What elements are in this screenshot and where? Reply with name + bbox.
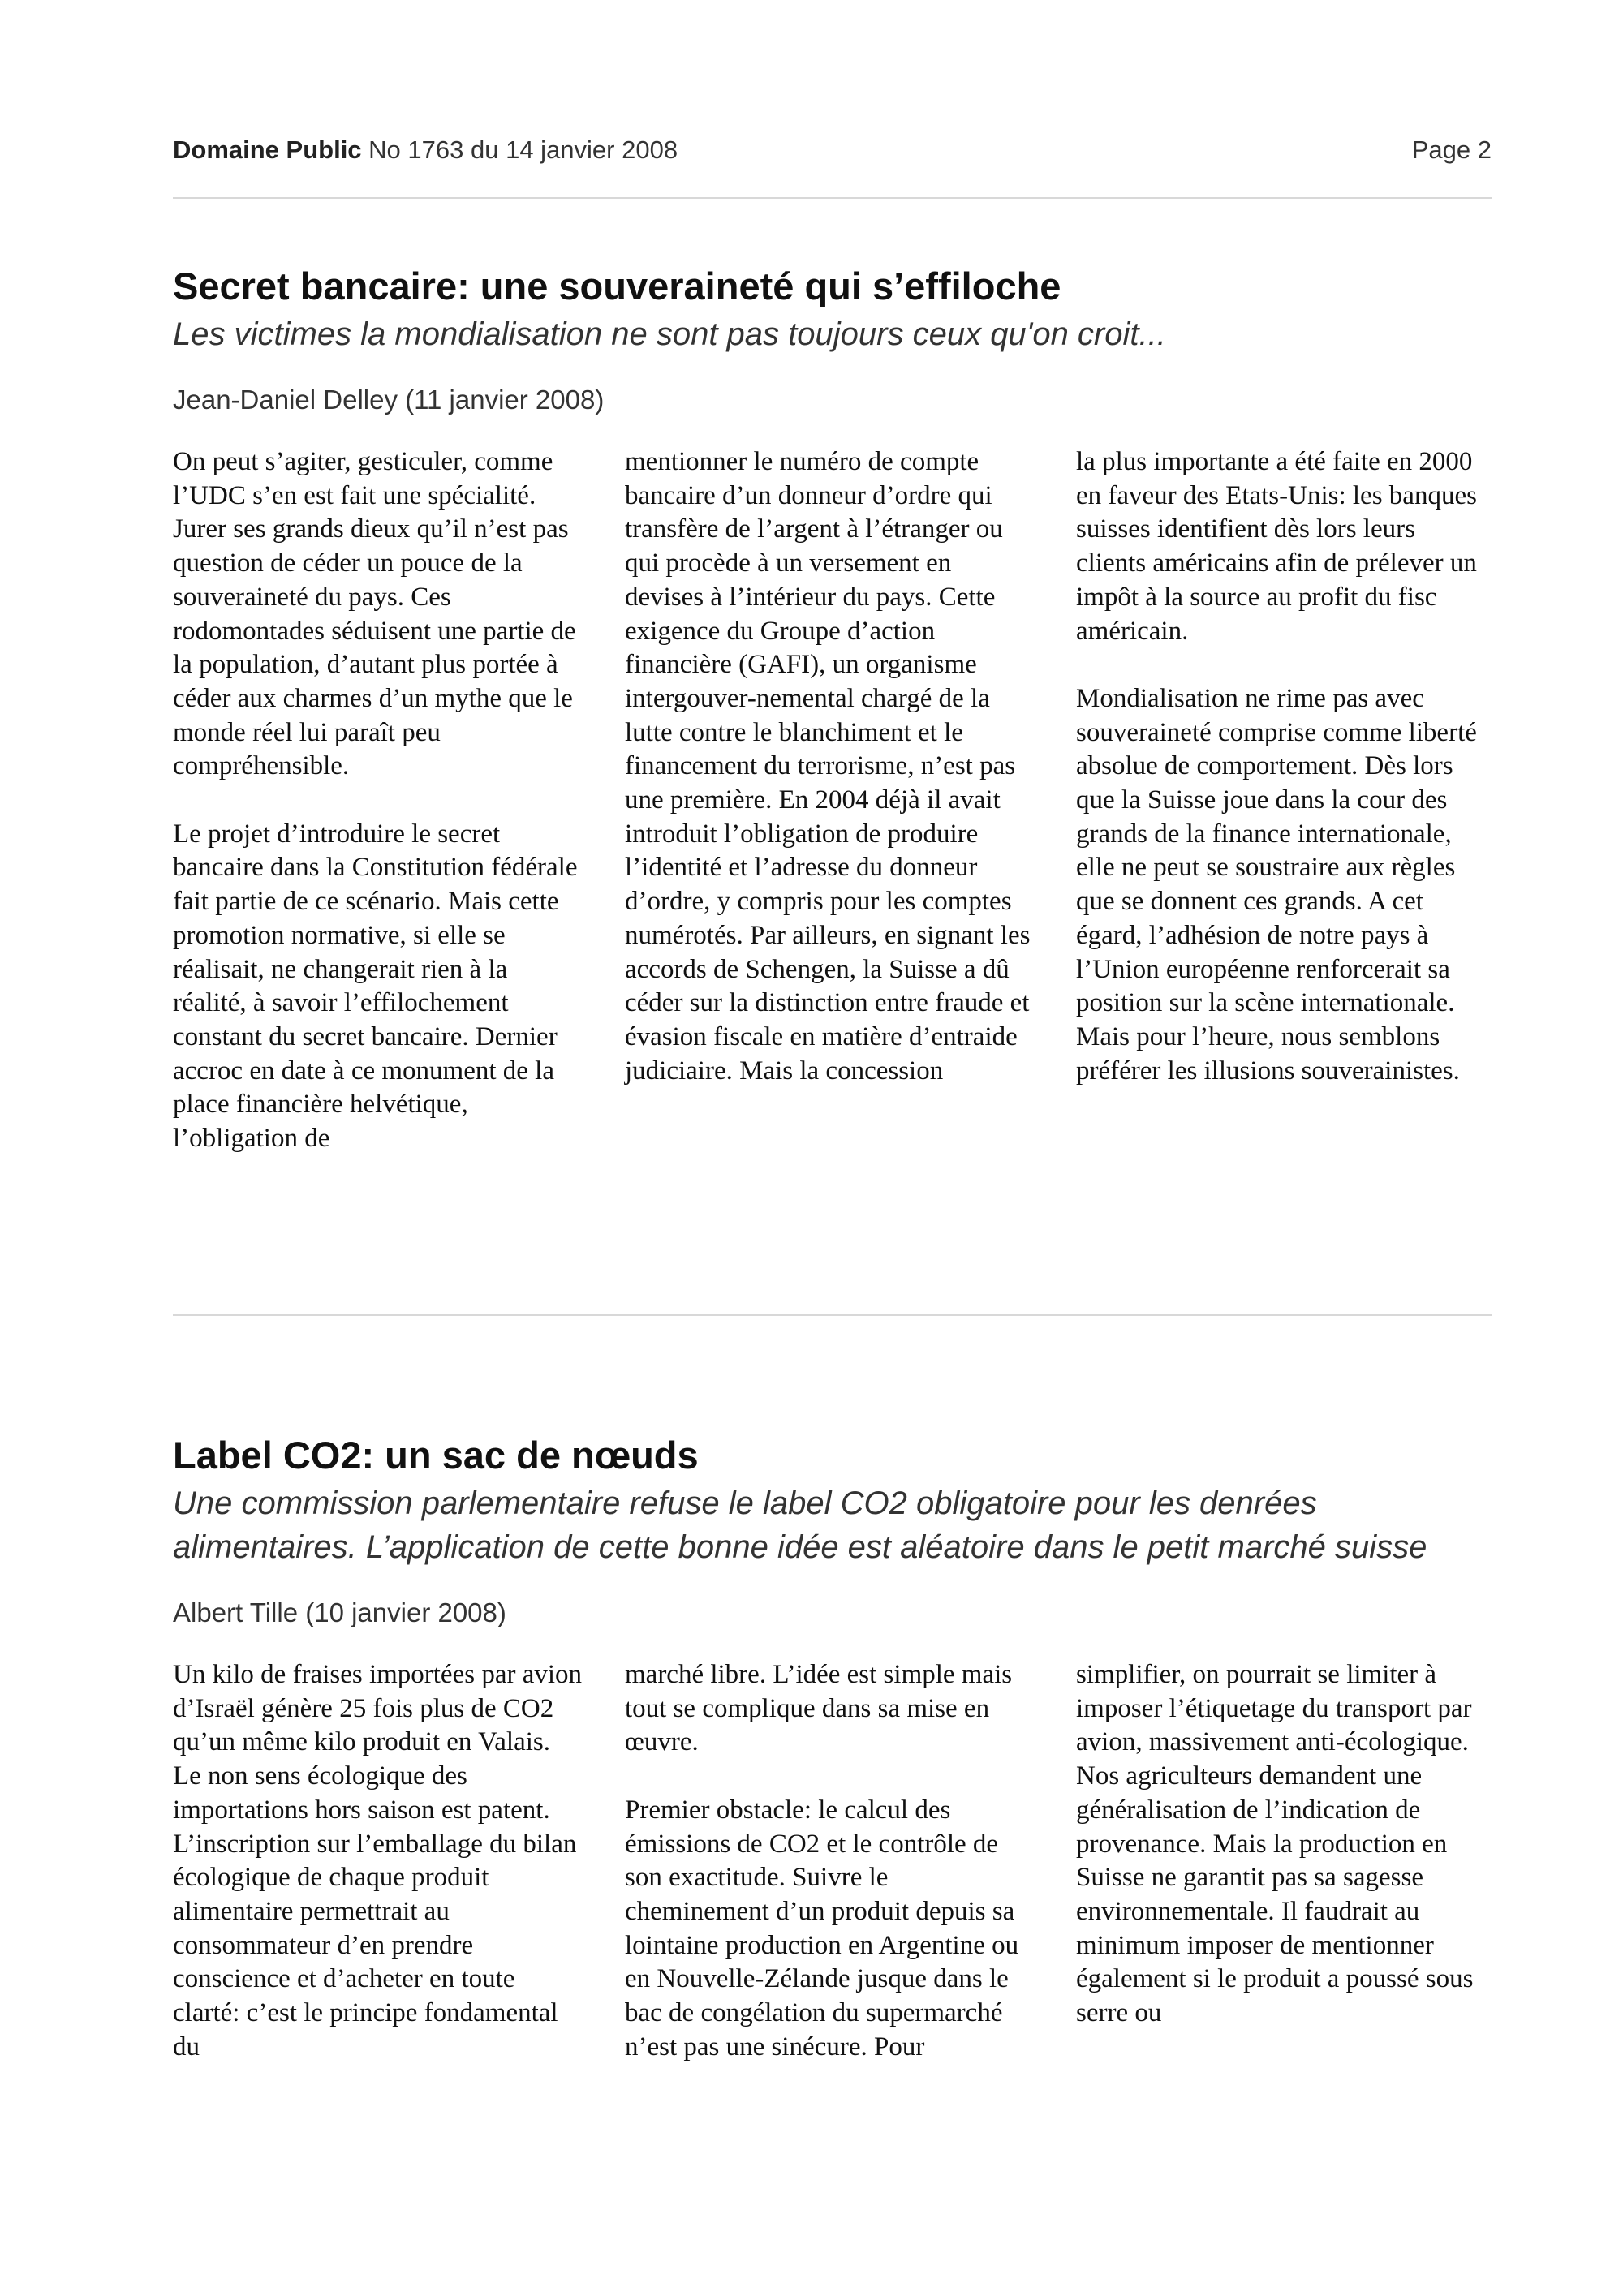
article-title: Label CO2: un sac de nœuds — [173, 1434, 699, 1477]
issue-info: No 1763 du 14 janvier 2008 — [368, 135, 678, 164]
text-column-2 — [625, 1658, 1035, 2064]
article-secret-bancaire — [173, 264, 1492, 1154]
article-subtitle: Une commission parlementaire refuse le label CO2 obligatoire pour les denrées alimentaires. L’application de cette bonne idée est aléatoire dans le petit marché suisse — [173, 1486, 1427, 1565]
paragraph: Premier obstacle: le calcul des émissions de CO2 et le contrôle de son exactitude. Suivre le cheminement d’un produit depuis sa lointaine production en Argentine ou en Nouvelle-Zélande jusque dans le bac de congélation du supermarché n’est pas une sinécure. Pour — [625, 1795, 1019, 2062]
page-header — [173, 130, 1492, 170]
article-author: Jean-Daniel Delley (11 janvier 2008) — [173, 385, 605, 415]
publication-name: Domaine Public — [173, 135, 362, 164]
paragraph: Mondialisation ne rime pas avec souveraineté comprise comme liberté absolue de comportement. Dès lors que la Suisse joue dans la cour des grands de la finance internationale, elle ne peut se soustraire aux règles que se donnent ces grands. A cet égard, l’adhésion de notre pays à l’Union européenne renforcerait sa position sur la scène internationale. Mais pour l’heure, nous semblons préférer les illusions souverainistes. — [1076, 683, 1477, 1086]
text-column-2 — [625, 445, 1035, 1088]
text-column-1 — [173, 445, 583, 1156]
article-label-co2 — [173, 1433, 1492, 2062]
paragraph: simplifier, on pourrait se limiter à imposer l’étiquetage du transport par avion, massivement anti-écologique. Nos agriculteurs demandent une généralisation de l’indication de provenance. Mais la production en Suisse ne garantit pas sa sagesse environnementale. Il faudrait au minimum imposer de mentionner également si le produit a poussé sous serre ou — [1076, 1660, 1474, 2028]
article-author: Albert Tille (10 janvier 2008) — [173, 1597, 506, 1627]
article-title: Secret bancaire: une souveraineté qui s’effiloche — [173, 264, 1061, 307]
paragraph: Un kilo de fraises importées par avion d’Israël génère 25 fois plus de CO2 qu’un même kilo produit en Valais. Le non sens écologique des importations hors saison est patent. L’inscription sur l’emballage du bilan écologique de chaque produit alimentaire permettrait au consommateur d’en prendre conscience et d’acheter en toute clarté: c’est le principe fondamental du — [173, 1660, 583, 2062]
paragraph: On peut s’agiter, gesticuler, comme l’UDC s’en est fait une spécialité. Jurer ses grands dieux qu’il n’est pas question de céder un pouce de la souveraineté du pays. Ces rodomontades séduisent une partie de la population, d’autant plus portée à céder aux charmes d’un mythe que le monde réel lui paraît peu compréhensible. — [173, 447, 576, 781]
paragraph: Le projet d’introduire le secret bancaire dans la Constitution fédérale fait partie de ce scénario. Mais cette promotion normative, si elle se réalisait, ne changerait rien à la réalité, à savoir l’effilochement constant du secret bancaire. Dernier accroc en date à ce monument de la place financière helvétique, l’obligation de — [173, 819, 578, 1154]
article-divider — [173, 1314, 1492, 1316]
text-column-3 — [1076, 1658, 1486, 2031]
paragraph: la plus importante a été faite en 2000 en faveur des Etats-Unis: les banques suisses identifient dès lors leurs clients américains afin de prélever un impôt à la source au profit du fisc américain. — [1076, 447, 1477, 646]
paragraph: marché libre. L’idée est simple mais tout se complique dans sa mise en œuvre. — [625, 1660, 1013, 1757]
header-divider — [173, 197, 1492, 199]
article-subtitle: Les victimes la mondialisation ne sont pas toujours ceux qu'on croit... — [173, 316, 1166, 352]
text-column-1 — [173, 1658, 583, 2064]
text-column-3 — [1076, 445, 1486, 1088]
paragraph: mentionner le numéro de compte bancaire d’un donneur d’ordre qui transfère de l’argent à l’étranger ou qui procède à un versement en devises à l’intérieur du pays. Cette exigence du Groupe d’action financière (GAFI), un organisme intergouver-nemental chargé de la lutte contre le blanchiment et le financement du terrorisme, n’est pas une première. En 2004 déjà il avait introduit l’obligation de produire l’identité et l’adresse du donneur d’ordre, y compris pour les comptes numérotés. Par ailleurs, en signant les accords de Schengen, la Suisse a dû céder sur la distinction entre fraude et évasion fiscale en matière d’entraide judiciaire. Mais la concession — [625, 447, 1031, 1086]
page-number: Page 2 — [1411, 135, 1492, 164]
